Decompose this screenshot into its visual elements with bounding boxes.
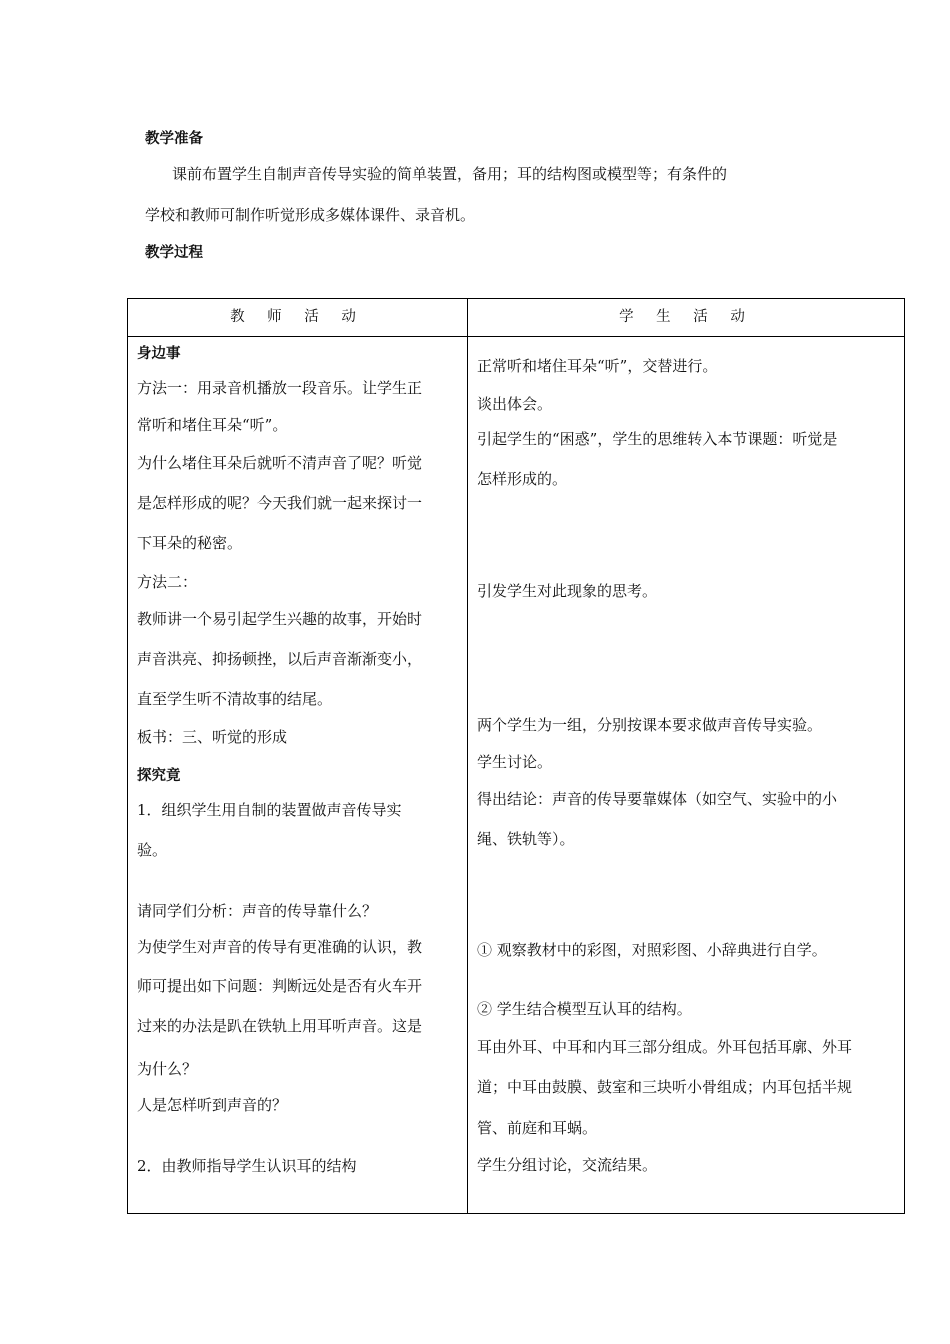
teacher-line: 为什么堵住耳朵后就听不清声音了呢？听觉 [137, 454, 423, 472]
teacher-line: 下耳朵的秘密。 [137, 534, 243, 552]
teacher-line: 直至学生听不清故事的结尾。 [137, 690, 333, 708]
prep-heading: 教学准备 [145, 131, 203, 147]
student-line: 两个学生为一组，分别按课本要求做声音传导实验。 [477, 716, 823, 734]
teacher-line: 板书：三、听觉的形成 [137, 728, 288, 746]
teacher-line: 过来的办法是趴在铁轨上用耳听声音。这是 [137, 1017, 423, 1035]
teacher-line: 声音洪亮、抑扬顿挫，以后声音渐渐变小， [137, 650, 423, 668]
student-line: 正常听和堵住耳朵“听”，交替进行。 [477, 357, 718, 375]
teacher-line: 常听和堵住耳朵“听”。 [137, 416, 288, 434]
student-line: 学生讨论。 [477, 753, 553, 771]
student-line: 道；中耳由鼓膜、鼓室和三块听小骨组成；内耳包括半规 [477, 1078, 853, 1096]
prep-paragraph-line1: 课前布置学生自制声音传导实验的简单装置，备用；耳的结构图或模型等；有条件的 [172, 165, 728, 183]
student-line: 怎样形成的。 [477, 470, 568, 488]
process-heading: 教学过程 [145, 245, 203, 261]
teacher-line: 为什么？ [137, 1060, 198, 1078]
student-line: 管、前庭和耳蜗。 [477, 1119, 598, 1137]
teacher-line: 1．组织学生用自制的装置做声音传导实 [137, 801, 402, 819]
teacher-line: 2．由教师指导学生认识耳的结构 [137, 1157, 357, 1175]
student-line: 耳由外耳、中耳和内耳三部分组成。外耳包括耳廓、外耳 [477, 1038, 853, 1056]
student-line: 谈出体会。 [477, 395, 553, 413]
table-column-divider [467, 299, 468, 1213]
teacher-heading-explore: 探究竟 [137, 768, 181, 784]
teacher-line: 请同学们分析：声音的传导靠什么？ [137, 902, 378, 920]
teacher-line: 师可提出如下问题：判断远处是否有火车开 [137, 977, 423, 995]
teacher-heading-around-us: 身边事 [137, 346, 181, 362]
teacher-line: 人是怎样听到声音的？ [137, 1096, 288, 1114]
table-header-divider [128, 336, 904, 337]
student-line: ① 观察教材中的彩图，对照彩图、小辞典进行自学。 [477, 941, 827, 959]
header-teacher-activity: 教 师 活 动 [230, 309, 365, 325]
teacher-line: 验。 [137, 841, 168, 859]
teacher-line: 方法二： [137, 573, 198, 591]
student-line: 学生分组讨论，交流结果。 [477, 1156, 658, 1174]
student-line: 绳、铁轨等）。 [477, 830, 575, 848]
student-line: 引起学生的“困惑”，学生的思维转入本节课题：听觉是 [477, 430, 838, 448]
student-line: ② 学生结合模型互认耳的结构。 [477, 1000, 692, 1018]
teacher-line: 教师讲一个易引起学生兴趣的故事，开始时 [137, 610, 423, 628]
activity-table [127, 298, 905, 1214]
prep-paragraph-line2: 学校和教师可制作听觉形成多媒体课件、录音机。 [145, 206, 476, 224]
student-line: 引发学生对此现象的思考。 [477, 582, 658, 600]
teacher-line: 方法一：用录音机播放一段音乐。让学生正 [137, 379, 423, 397]
teacher-line: 为使学生对声音的传导有更准确的认识，教 [137, 938, 423, 956]
teacher-line: 是怎样形成的呢？今天我们就一起来探讨一 [137, 494, 423, 512]
student-line: 得出结论：声音的传导要靠媒体（如空气、实验中的小 [477, 790, 838, 808]
header-student-activity: 学 生 活 动 [619, 309, 754, 325]
